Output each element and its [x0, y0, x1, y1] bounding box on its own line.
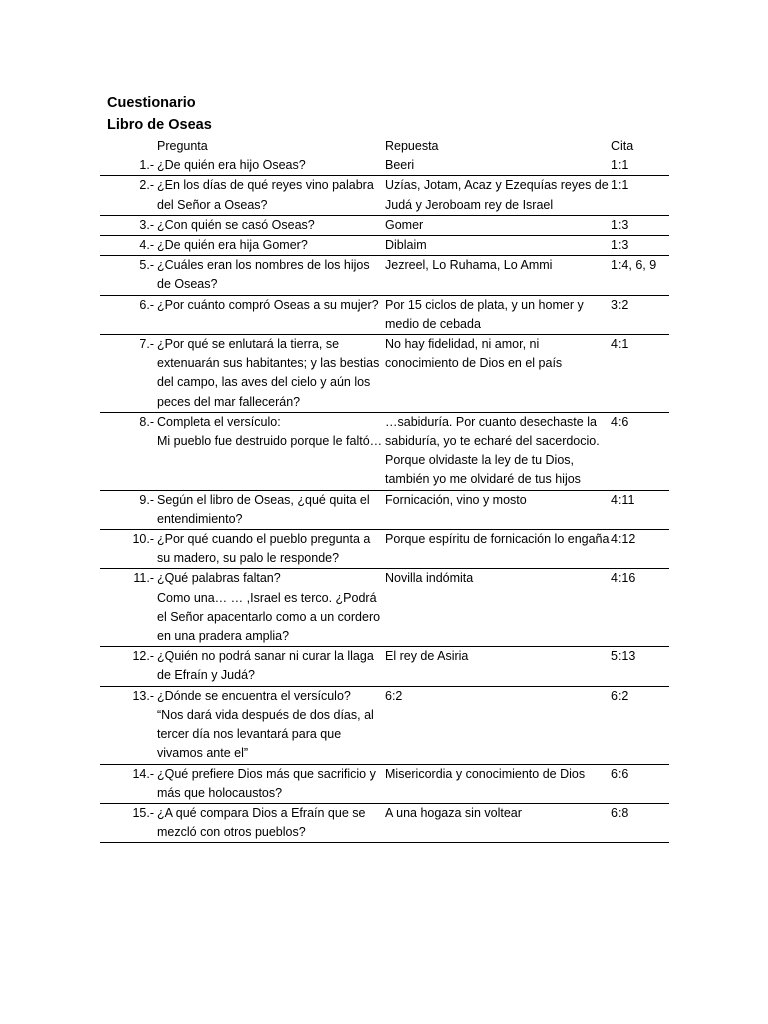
- answer-text: Novilla indómita: [385, 569, 611, 647]
- question-number: 12.-: [100, 647, 157, 686]
- citation-text: 6:2: [611, 686, 669, 764]
- header-question: Pregunta: [157, 139, 208, 153]
- question-number: 5.-: [100, 256, 157, 295]
- table-row: [100, 156, 669, 176]
- citation-text: 6:8: [611, 803, 669, 842]
- questionnaire-table: [100, 136, 669, 843]
- question-text: ¿Con quién se casó Oseas?: [157, 215, 385, 235]
- question-number: 14.-: [100, 764, 157, 803]
- answer-text: Gomer: [385, 215, 611, 235]
- citation-text: 1:3: [611, 236, 669, 256]
- table-row: [100, 412, 669, 490]
- table-row: [100, 295, 669, 334]
- table-row: [100, 803, 669, 842]
- question-number: 1.-: [100, 156, 157, 176]
- answer-text: El rey de Asiria: [385, 647, 611, 686]
- table-row: [100, 686, 669, 764]
- question-number: 4.-: [100, 236, 157, 256]
- question-text: ¿Dónde se encuentra el versículo? “Nos dará vida después de dos días, al tercer día nos levantará para que vivamos ante el”: [157, 686, 385, 764]
- question-number: 2.-: [100, 176, 157, 215]
- citation-text: 4:16: [611, 569, 669, 647]
- table-row: [100, 530, 669, 569]
- answer-text: Diblaim: [385, 236, 611, 256]
- question-text: ¿En los días de qué reyes vino palabra del Señor a Oseas?: [157, 176, 385, 215]
- table-header: [100, 136, 669, 156]
- citation-text: 4:12: [611, 530, 669, 569]
- table-row: [100, 256, 669, 295]
- question-number: 10.-: [100, 530, 157, 569]
- table-row: [100, 764, 669, 803]
- question-text: ¿Por cuánto compró Oseas a su mujer?: [157, 295, 385, 334]
- citation-text: 1:3: [611, 215, 669, 235]
- question-number: 7.-: [100, 335, 157, 413]
- question-text: ¿Por qué se enlutará la tierra, se extenuarán sus habitantes; y las bestias del campo, las aves del cielo y aún los peces del mar fallecerán?: [157, 335, 385, 413]
- question-number: 11.-: [100, 569, 157, 647]
- citation-text: 4:6: [611, 412, 669, 490]
- question-number: 8.-: [100, 412, 157, 490]
- question-number: 3.-: [100, 215, 157, 235]
- answer-text: …sabiduría. Por cuanto desechaste la sabiduría, yo te echaré del sacerdocio. Porque olvidaste la ley de tu Dios, también yo me olvidaré de tus hijos: [385, 412, 611, 490]
- question-text: ¿A qué compara Dios a Efraín que se mezcló con otros pueblos?: [157, 803, 385, 842]
- question-text: ¿De quién era hijo Oseas?: [157, 156, 385, 176]
- answer-text: No hay fidelidad, ni amor, ni conocimiento de Dios en el país: [385, 335, 611, 413]
- table-row: [100, 490, 669, 529]
- answer-text: Beeri: [385, 156, 611, 176]
- answer-text: Jezreel, Lo Ruhama, Lo Ammi: [385, 256, 611, 295]
- answer-text: Por 15 ciclos de plata, y un homer y medio de cebada: [385, 295, 611, 334]
- header-citation: Cita: [611, 139, 634, 153]
- question-text: ¿Quién no podrá sanar ni curar la llaga de Efraín y Judá?: [157, 647, 385, 686]
- table-body: [100, 156, 669, 843]
- question-number: 15.-: [100, 803, 157, 842]
- citation-text: 1:4, 6, 9: [611, 256, 669, 295]
- table-row: [100, 647, 669, 686]
- answer-text: A una hogaza sin voltear: [385, 803, 611, 842]
- answer-text: 6:2: [385, 686, 611, 764]
- header-number-cell: [100, 136, 157, 156]
- citation-text: 1:1: [611, 176, 669, 215]
- citation-text: 6:6: [611, 764, 669, 803]
- document-title: Cuestionario: [107, 95, 196, 111]
- answer-text: Porque espíritu de fornicación lo engaña: [385, 530, 611, 569]
- answer-text: Uzías, Jotam, Acaz y Ezequías reyes de Judá y Jeroboam rey de Israel: [385, 176, 611, 215]
- table-row: [100, 176, 669, 215]
- question-text: ¿De quién era hija Gomer?: [157, 236, 385, 256]
- citation-text: 1:1: [611, 156, 669, 176]
- table-row: [100, 335, 669, 413]
- header-answer: Repuesta: [385, 139, 439, 153]
- question-number: 9.-: [100, 490, 157, 529]
- question-text: Completa el versículo: Mi pueblo fue destruido porque le faltó…: [157, 412, 385, 490]
- citation-text: 4:1: [611, 335, 669, 413]
- question-text: ¿Qué palabras faltan? Como una… … ,Israel es terco. ¿Podrá el Señor apacentarlo como a un cordero en una pradera amplia?: [157, 569, 385, 647]
- table-row: [100, 569, 669, 647]
- citation-text: 4:11: [611, 490, 669, 529]
- table-row: [100, 215, 669, 235]
- answer-text: Misericordia y conocimiento de Dios: [385, 764, 611, 803]
- citation-text: 3:2: [611, 295, 669, 334]
- question-number: 6.-: [100, 295, 157, 334]
- question-text: Según el libro de Oseas, ¿qué quita el entendimiento?: [157, 490, 385, 529]
- question-text: ¿Por qué cuando el pueblo pregunta a su madero, su palo le responde?: [157, 530, 385, 569]
- question-text: ¿Cuáles eran los nombres de los hijos de Oseas?: [157, 256, 385, 295]
- citation-text: 5:13: [611, 647, 669, 686]
- question-number: 13.-: [100, 686, 157, 764]
- table-row: [100, 236, 669, 256]
- header-row: [100, 136, 669, 156]
- document-subtitle: Libro de Oseas: [107, 117, 212, 133]
- answer-text: Fornicación, vino y mosto: [385, 490, 611, 529]
- question-text: ¿Qué prefiere Dios más que sacrificio y más que holocaustos?: [157, 764, 385, 803]
